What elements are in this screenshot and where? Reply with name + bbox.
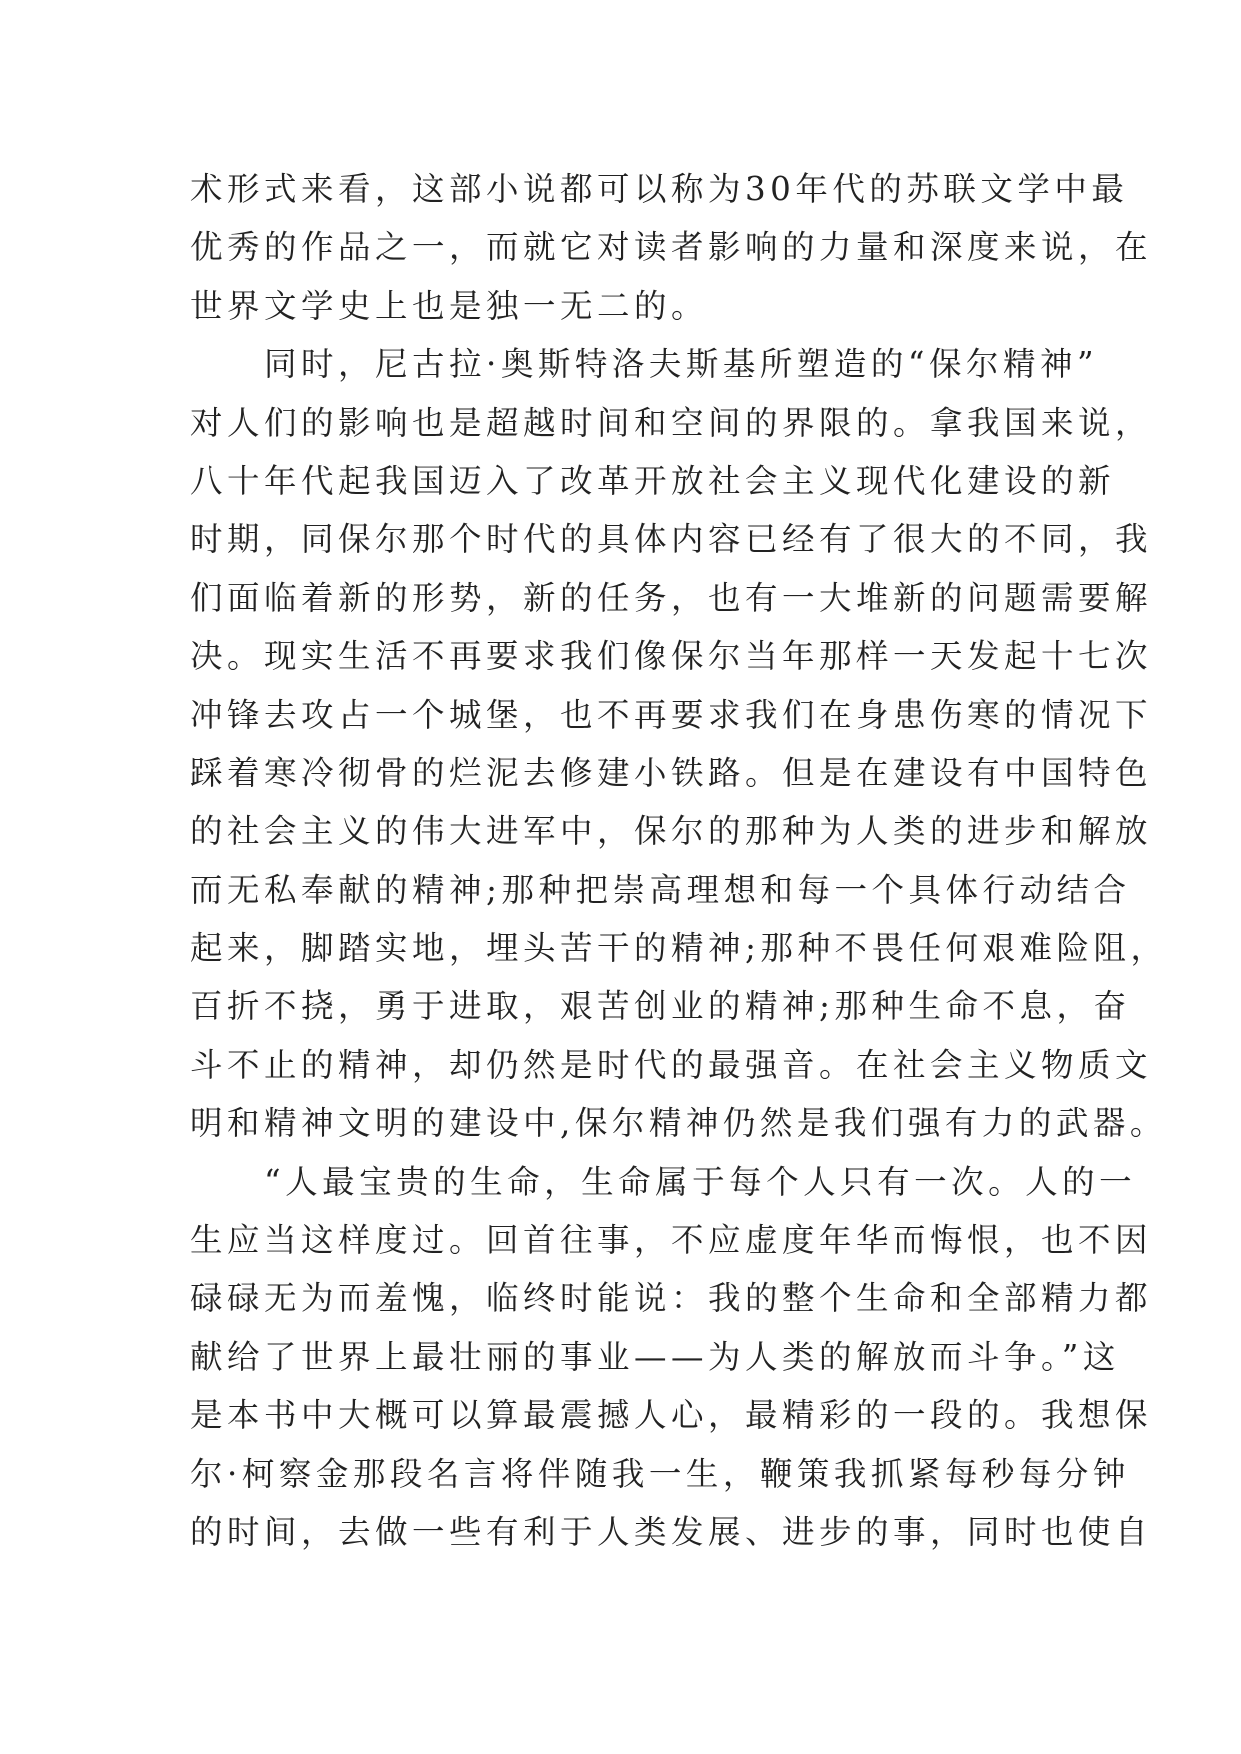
text-line: 起来，脚踏实地，埋头苦干的精神;那种不畏任何艰难险阻， [190, 929, 1168, 968]
text-line: 尔·柯察金那段名言将伴随我一生，鞭策我抓紧每秒每分钟 [190, 1454, 1130, 1493]
text-line: 世界文学史上也是独一无二的。 [190, 286, 709, 325]
text-line: 百折不挠，勇于进取，艰苦创业的精神;那种生命不息，奋 [190, 987, 1131, 1026]
paragraph-first-line: 同时，尼古拉·奥斯特洛夫斯基所塑造的“保尔精神” [264, 345, 1099, 384]
body-text [190, 160, 1168, 1561]
text-line: 献给了世界上最壮丽的事业——为人类的解放而斗争。”这 [190, 1337, 1120, 1376]
text-line: 决。现实生活不再要求我们像保尔当年那样一天发起十七次 [190, 637, 1153, 676]
text-line: 的社会主义的伟大进军中，保尔的那种为人类的进步和解放 [190, 812, 1153, 851]
text-line: 踩着寒冷彻骨的烂泥去修建小铁路。但是在建设有中国特色 [190, 753, 1153, 792]
text-line: 生应当这样度过。回首往事，不应虚度年华而悔恨，也不因 [190, 1221, 1153, 1260]
text-line: 术形式来看，这部小说都可以称为30年代的苏联文学中最 [190, 170, 1129, 208]
text-line: 碌碌无为而羞愧，临终时能说：我的整个生命和全部精力都 [190, 1279, 1153, 1318]
text-line: 的时间，去做一些有利于人类发展、进步的事，同时也使自 [190, 1512, 1153, 1551]
text-line: 八十年代起我国迈入了改革开放社会主义现代化建设的新 [190, 461, 1116, 500]
text-line: 是本书中大概可以算最震撼人心，最精彩的一段的。我想保 [190, 1396, 1153, 1435]
text-line: 明和精神文明的建设中,保尔精神仍然是我们强有力的武器。 [190, 1104, 1167, 1143]
text-line: 斗不止的精神，却仍然是时代的最强音。在社会主义物质文 [190, 1045, 1153, 1084]
text-line: 们面临着新的形势，新的任务，也有一大堆新的问题需要解 [190, 578, 1153, 617]
text-line: 优秀的作品之一，而就它对读者影响的力量和深度来说，在 [190, 228, 1153, 267]
text-line: 冲锋去攻占一个城堡，也不再要求我们在身患伤寒的情况下 [190, 695, 1153, 734]
text-line: 时期，同保尔那个时代的具体内容已经有了很大的不同，我 [190, 520, 1153, 559]
text-line: 而无私奉献的精神;那种把崇高理想和每一个具体行动结合 [190, 870, 1131, 909]
text-line: 对人们的影响也是超越时间和空间的界限的。拿我国来说， [190, 403, 1153, 442]
paragraph-first-line: “人最宝贵的生命，生命属于每个人只有一次。人的一 [264, 1162, 1137, 1201]
